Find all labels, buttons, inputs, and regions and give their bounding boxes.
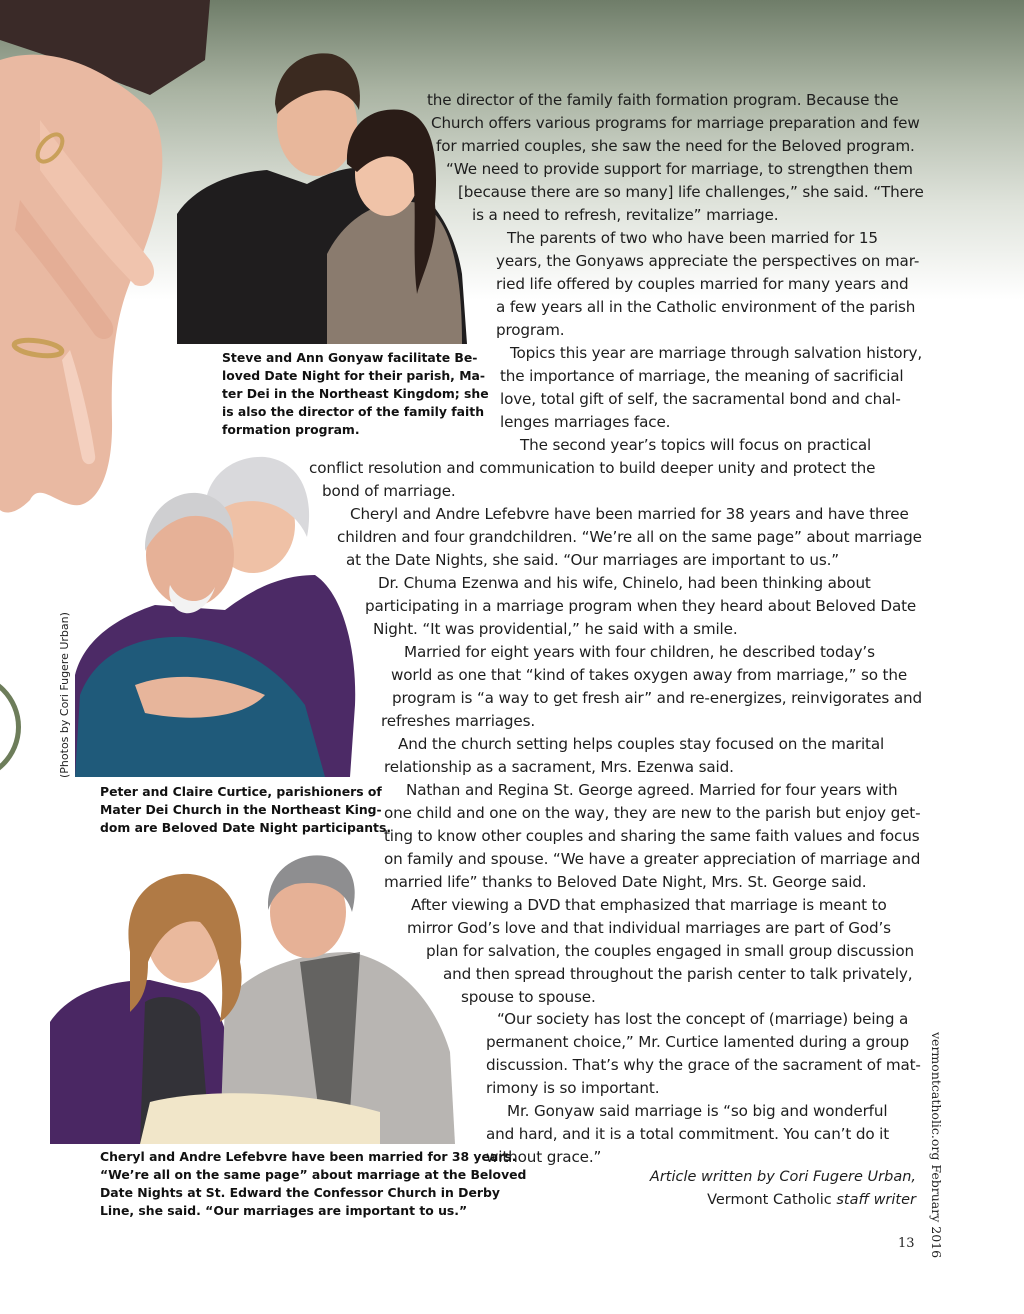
- body-line: spouse to spouse.: [461, 988, 596, 1006]
- body-line: married life” thanks to Beloved Date Night, Mrs. St. George said.: [384, 873, 867, 891]
- body-line: ried life offered by couples married for many years and: [496, 275, 909, 293]
- body-line: love, total gift of self, the sacramental bond and chal-: [500, 390, 901, 408]
- body-line: Night. “It was providential,” he said with a smile.: [373, 620, 738, 638]
- body-line: for married couples, she saw the need for the Beloved program.: [436, 137, 915, 155]
- body-line: the importance of marriage, the meaning of sacrificial: [500, 367, 904, 385]
- body-line: After viewing a DVD that emphasized that marriage is meant to: [411, 896, 887, 914]
- body-line: “Our society has lost the concept of (marriage) being a: [497, 1010, 909, 1028]
- caption-line: is also the director of the family faith: [222, 404, 485, 419]
- curtice-couple-photo: [75, 455, 360, 777]
- author-credit-text: Article written by Cori Fugere Urban,: [649, 1169, 916, 1185]
- caption-gonyaw: [222, 349, 489, 439]
- caption-line: “We’re all on the same page” about marriage at the Beloved: [100, 1167, 527, 1182]
- body-line: without grace.”: [486, 1148, 602, 1166]
- caption-line: Line, she said. “Our marriages are important to us.”: [100, 1203, 468, 1218]
- body-line: “We need to provide support for marriage, to strengthen them: [446, 160, 913, 178]
- body-line: program is “a way to get fresh air” and re-energizes, reinvigorates and: [392, 689, 922, 707]
- caption-line: Steve and Ann Gonyaw facilitate Be-: [222, 350, 478, 365]
- body-line: world as one that “kind of takes oxygen away from marriage,” so the: [391, 666, 908, 684]
- body-line: plan for salvation, the couples engaged in small group discussion: [426, 942, 914, 960]
- body-line: ting to know other couples and sharing the same faith values and focus: [384, 827, 920, 845]
- author-credit-line2: [600, 1189, 916, 1211]
- magazine-credit: vermontcatholic.org February 2016: [929, 1032, 944, 1259]
- body-line: Mr. Gonyaw said marriage is “so big and wonderful: [507, 1102, 888, 1120]
- body-line: Nathan and Regina St. George agreed. Married for four years with: [406, 781, 898, 799]
- body-line: rimony is so important.: [486, 1079, 660, 1097]
- author-credit-line1: [600, 1166, 916, 1188]
- publication-name: Vermont Catholic: [707, 1192, 837, 1208]
- body-line: mirror God’s love and that individual marriages are part of God’s: [407, 919, 891, 937]
- body-line: relationship as a sacrament, Mrs. Ezenwa said.: [384, 758, 734, 776]
- caption-curtice: [100, 783, 392, 837]
- body-line: Dr. Chuma Ezenwa and his wife, Chinelo, had been thinking about: [378, 574, 871, 592]
- page-number: 13: [898, 1236, 915, 1251]
- caption-line: ter Dei in the Northeast Kingdom; she: [222, 386, 489, 401]
- decorative-curl: [0, 672, 21, 782]
- body-line: a few years all in the Catholic environment of the parish: [496, 298, 916, 316]
- body-line: Married for eight years with four children, he described today’s: [404, 643, 875, 661]
- staff-writer-label: staff writer: [836, 1192, 916, 1208]
- body-line: discussion. That’s why the grace of the sacrament of mat-: [486, 1056, 921, 1074]
- body-line: the director of the family faith formation program. Because the: [427, 91, 899, 109]
- caption-line: Date Nights at St. Edward the Confessor Church in Derby: [100, 1185, 500, 1200]
- gonyaw-couple-photo: [177, 44, 467, 344]
- body-line: one child and one on the way, they are new to the parish but enjoy get-: [384, 804, 921, 822]
- body-line: The parents of two who have been married for 15: [507, 229, 878, 247]
- body-line: and then spread throughout the parish center to talk privately,: [443, 965, 913, 983]
- caption-lefebvre: [100, 1148, 527, 1220]
- caption-line: Mater Dei Church in the Northeast King-: [100, 802, 382, 817]
- body-line: program.: [496, 321, 565, 339]
- body-line: permanent choice,” Mr. Curtice lamented during a group: [486, 1033, 909, 1051]
- caption-line: Cheryl and Andre Lefebvre have been married for 38 years.: [100, 1149, 517, 1164]
- body-line: participating in a marriage program when they heard about Beloved Date: [365, 597, 917, 615]
- body-line: children and four grandchildren. “We’re all on the same page” about marriage: [337, 528, 922, 546]
- body-line: refreshes marriages.: [381, 712, 536, 730]
- body-line: Topics this year are marriage through salvation history,: [510, 344, 923, 362]
- caption-line: loved Date Night for their parish, Ma-: [222, 368, 486, 383]
- body-line: Church offers various programs for marriage preparation and few: [431, 114, 920, 132]
- body-line: lenges marriages face.: [500, 413, 671, 431]
- body-line: is a need to refresh, revitalize” marriage.: [472, 206, 779, 224]
- body-line: years, the Gonyaws appreciate the perspectives on mar-: [496, 252, 920, 270]
- body-line: on family and spouse. “We have a greater appreciation of marriage and: [384, 850, 921, 868]
- body-line: bond of marriage.: [322, 482, 456, 500]
- body-line: conflict resolution and communication to build deeper unity and protect the: [309, 459, 876, 477]
- caption-line: formation program.: [222, 422, 360, 437]
- caption-line: Peter and Claire Curtice, parishioners of: [100, 784, 382, 799]
- body-line: Cheryl and Andre Lefebvre have been married for 38 years and have three: [350, 505, 909, 523]
- body-line: [because there are so many] life challenges,” she said. “There: [458, 183, 924, 201]
- body-line: The second year’s topics will focus on practical: [520, 436, 872, 454]
- body-line: And the church setting helps couples stay focused on the marital: [398, 735, 885, 753]
- caption-line: dom are Beloved Date Night participants.: [100, 820, 392, 835]
- body-line: and hard, and it is a total commitment. You can’t do it: [486, 1125, 890, 1143]
- lefebvre-couple-photo: [50, 852, 455, 1144]
- photo-credit: (Photos by Cori Fugere Urban): [58, 612, 71, 778]
- body-line: at the Date Nights, she said. “Our marriages are important to us.”: [346, 551, 839, 569]
